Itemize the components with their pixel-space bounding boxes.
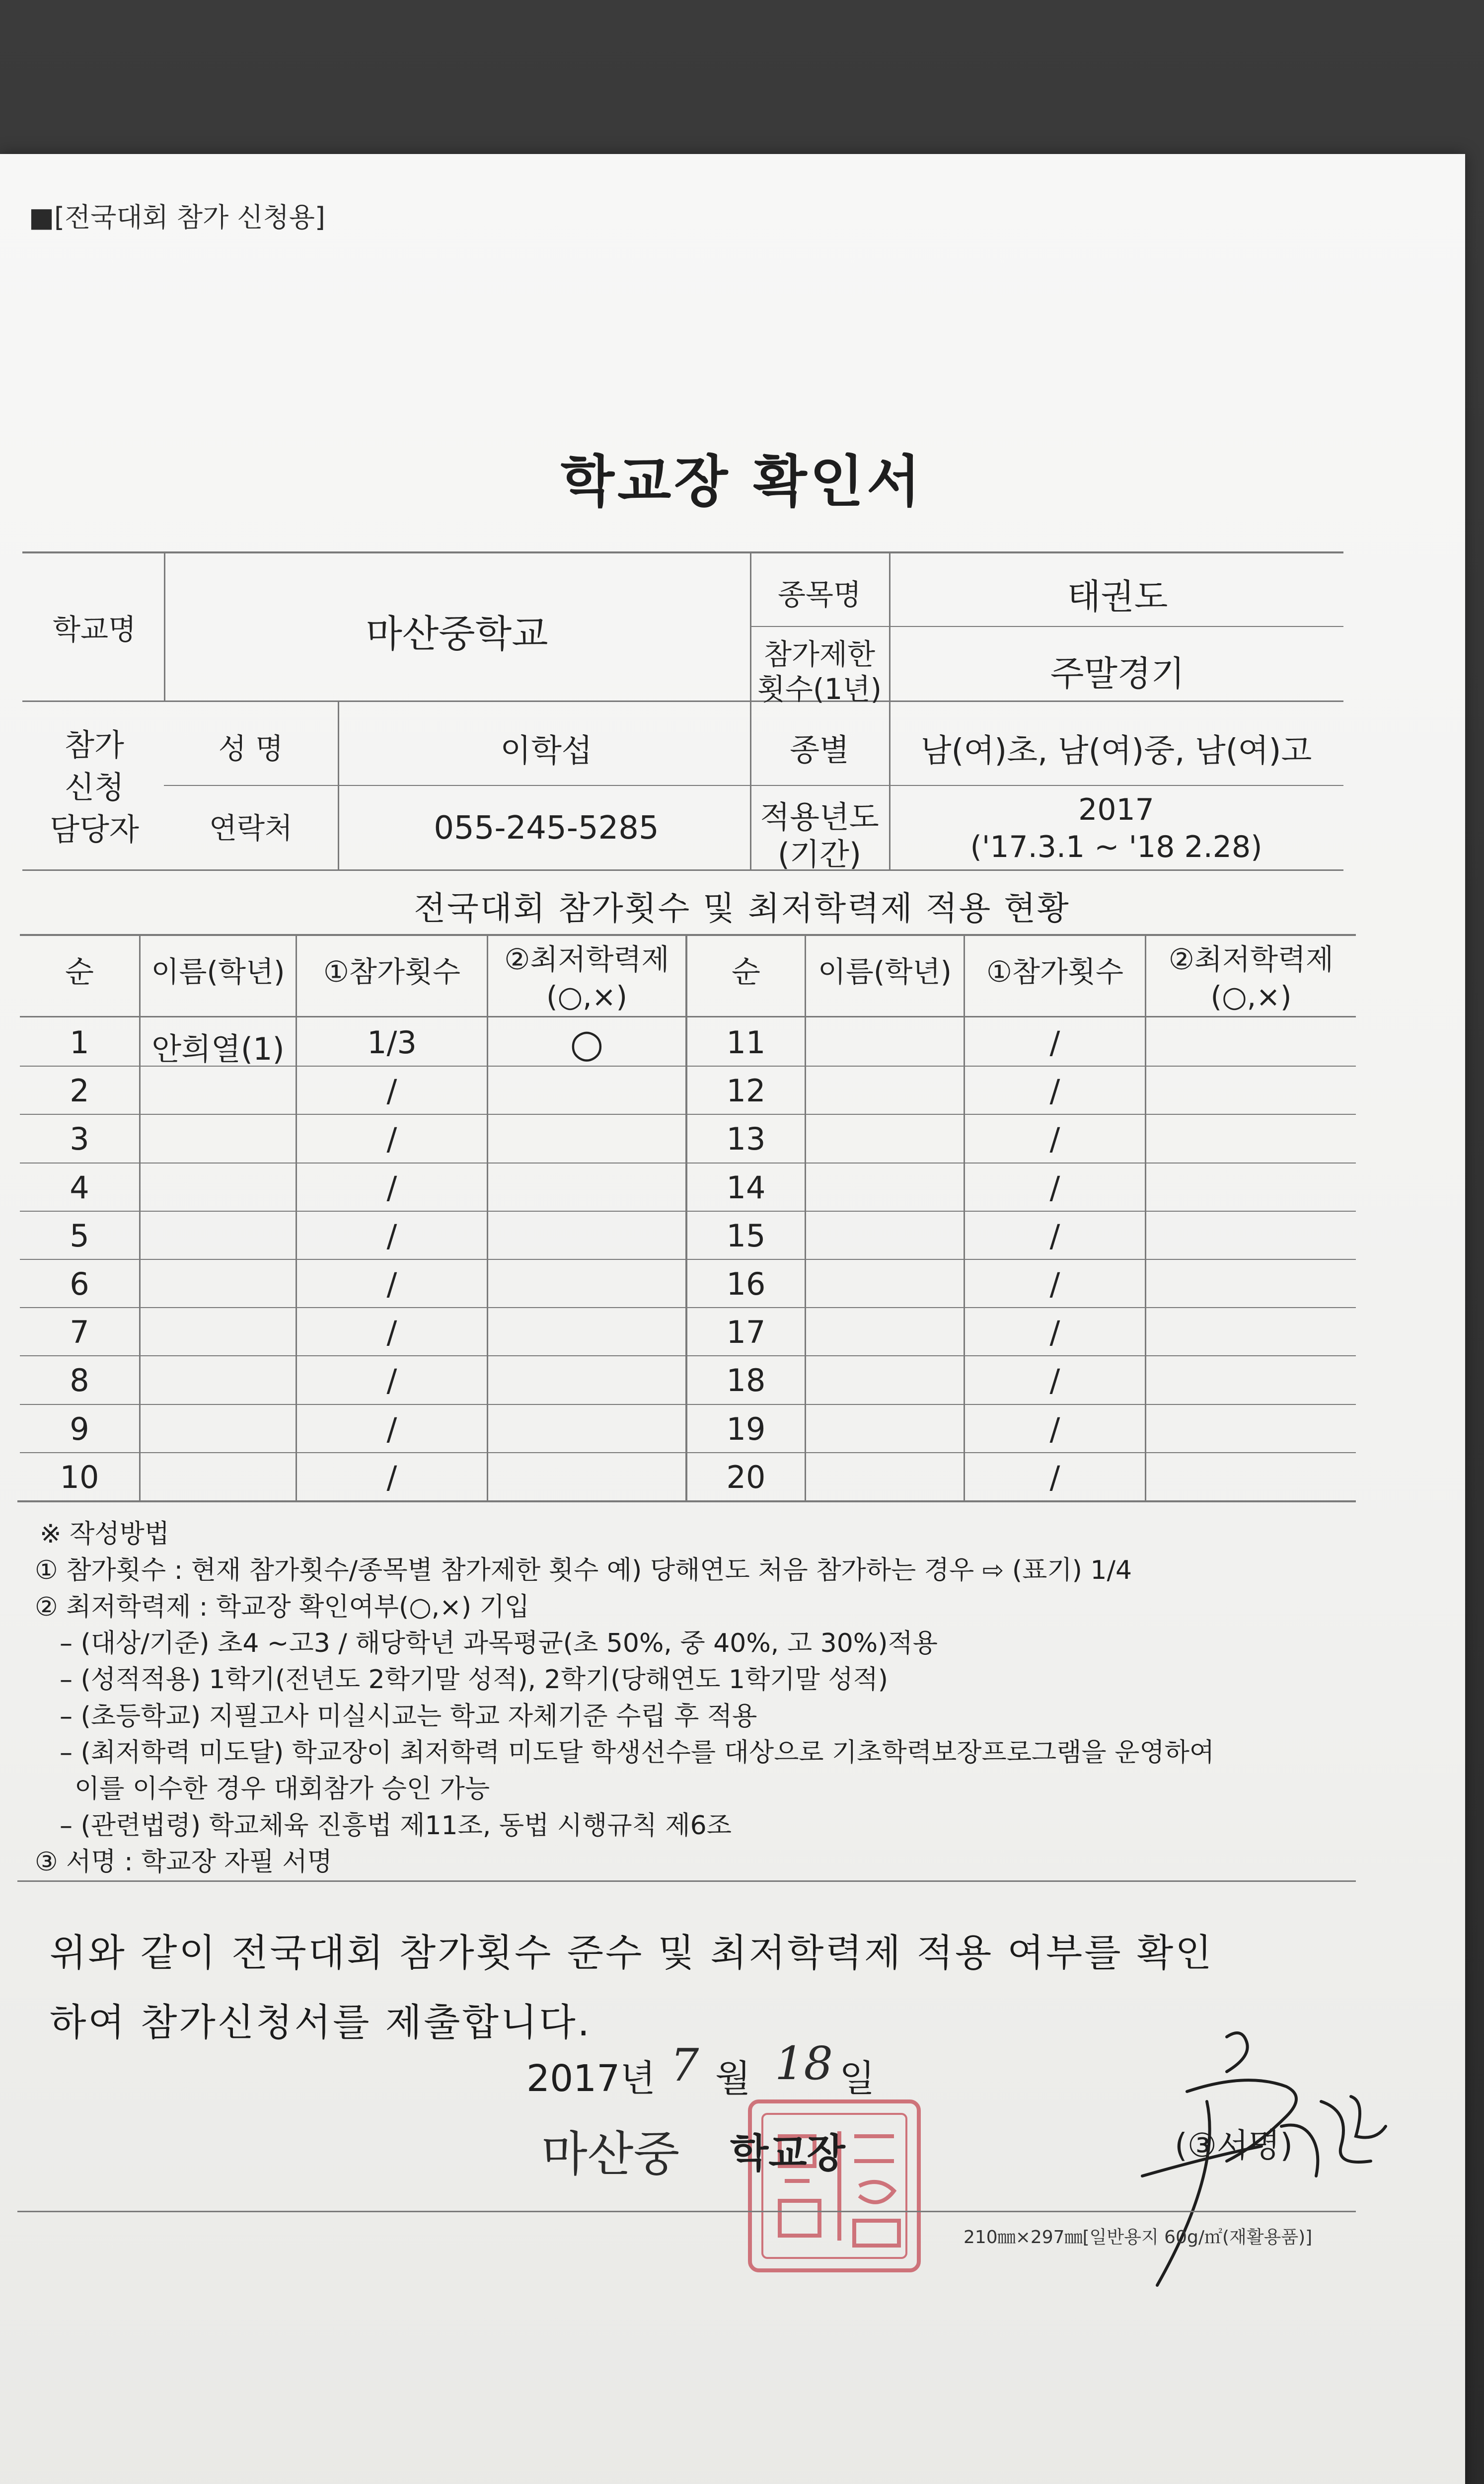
table-bottom-border [17, 1500, 1356, 1502]
year-label-2: (기간) [777, 836, 862, 872]
note-3: ③ 서명 : 학교장 자필 서명 [35, 1847, 332, 1877]
row-min-mark: ○ [570, 1021, 604, 1066]
limit-label-2: 횟수(1년) [757, 672, 882, 706]
notes-bottom-border [17, 1880, 1356, 1882]
date-month-label: 월 [715, 2057, 751, 2100]
table-row-divider [20, 1355, 1356, 1356]
header-no-right: 순 [732, 955, 760, 990]
row-count: / [386, 1169, 397, 1206]
row-number: 7 [70, 1314, 89, 1350]
row-count: / [386, 1411, 397, 1447]
table-row-divider [20, 1114, 1356, 1115]
table-col-line-7 [1145, 934, 1146, 1500]
header-name-right: 이름(학년) [817, 955, 952, 989]
row-number: 17 [726, 1314, 766, 1350]
year-value-1: 2017 [1078, 792, 1154, 827]
table-col-line-1 [139, 934, 141, 1500]
row-count: / [386, 1459, 397, 1495]
row-number: 10 [60, 1459, 99, 1495]
principal-signature [1132, 2027, 1410, 2305]
row-count: / [386, 1073, 397, 1109]
row-number: 3 [70, 1121, 89, 1157]
contact-label: 연락처 [209, 811, 293, 845]
info-table-bottom-border [22, 869, 1343, 871]
sport-label: 종목명 [777, 578, 862, 612]
row-count: / [386, 1121, 397, 1157]
row-number: 9 [70, 1411, 89, 1447]
header-min-left: ②최저학력제 [504, 942, 669, 976]
school-seal-stamp [740, 2092, 929, 2280]
note-2d: – (최저학력 미도달) 학교장이 최저학력 미도달 학생선수를 대상으로 기초학력보장프로그램을 운영하여 [60, 1738, 1215, 1768]
signature-label: (③서명) [1175, 2126, 1293, 2165]
row-count: / [1049, 1073, 1060, 1109]
info-sport-divider [750, 626, 1343, 627]
table-row-divider [20, 1404, 1356, 1405]
row-number: 19 [726, 1411, 766, 1447]
row-number: 5 [70, 1218, 89, 1254]
row-number: 16 [726, 1266, 766, 1302]
principal-handwritten-school: 마산중 [541, 2126, 680, 2182]
footer-rule [17, 2211, 1356, 2212]
school-label: 학교명 [52, 613, 137, 646]
row-count: / [386, 1218, 397, 1254]
row-count: / [386, 1362, 397, 1398]
manager-label-2: 신청 [65, 769, 124, 805]
row-count: / [1049, 1362, 1060, 1398]
row-number: 20 [726, 1459, 766, 1495]
table-row-divider [20, 1211, 1356, 1212]
header-name-left: 이름(학년) [151, 955, 285, 989]
row-number: 14 [726, 1169, 766, 1206]
date-day-label: 일 [839, 2057, 875, 2100]
notes-heading: ※ 작성방법 [40, 1519, 170, 1549]
document-title: 학교장 확인서 [560, 450, 924, 514]
row-count: / [386, 1314, 397, 1350]
header-no-left: 순 [65, 955, 94, 990]
row-number: 12 [726, 1073, 766, 1109]
row-number: 2 [70, 1073, 89, 1109]
info-col-divider-1 [164, 551, 165, 700]
school-value: 마산중학교 [366, 612, 548, 656]
info-table-top-border [22, 551, 1343, 553]
note-2d-cont: 이를 이수한 경우 대회참가 승인 가능 [74, 1774, 490, 1804]
note-2b: – (성적적용) 1학기(전년도 2학기말 성적), 2학기(당해연도 1학기말 성적) [60, 1665, 889, 1695]
sport-value: 태권도 [1067, 576, 1168, 617]
row-number: 15 [726, 1218, 766, 1254]
info-table-row-divider [22, 700, 1343, 702]
row-count: / [1049, 1314, 1060, 1350]
row-count: / [1049, 1218, 1060, 1254]
row-count: / [386, 1266, 397, 1302]
row-number: 8 [70, 1362, 89, 1398]
header-min-right-sub: (○,×) [1210, 980, 1292, 1013]
category-value: 남(여)초, 남(여)중, 남(여)고 [920, 733, 1312, 770]
note-2e: – (관련법령) 학교체육 진흥법 제11조, 동법 시행규칙 제6조 [60, 1811, 732, 1841]
info-col-divider-4 [889, 551, 890, 869]
principal-label: 학교장 [730, 2130, 845, 2176]
row-count: / [1049, 1266, 1060, 1302]
manager-label-1: 참가 [65, 727, 124, 763]
table-row-divider [20, 1259, 1356, 1260]
limit-label-1: 참가제한 [763, 637, 876, 671]
year-value-2: ('17.3.1 ~ '18 2.28) [970, 830, 1262, 864]
table-row-divider [20, 1307, 1356, 1308]
row-count: 1/3 [367, 1024, 417, 1061]
category-label: 종별 [790, 732, 849, 768]
row-number: 18 [726, 1362, 766, 1398]
manager-label-3: 담당자 [50, 811, 139, 848]
header-count-right: ①참가횟수 [986, 955, 1124, 989]
row-count: / [1049, 1121, 1060, 1157]
row-count: / [1049, 1024, 1060, 1061]
row-number: 1 [70, 1024, 89, 1061]
row-count: / [1049, 1411, 1060, 1447]
note-2c: – (초등학교) 지필고사 미실시교는 학교 자체기준 수립 후 적용 [60, 1702, 757, 1731]
table-row-divider [20, 1163, 1356, 1164]
note-1: ① 참가횟수 : 현재 참가횟수/종목별 참가제한 횟수 예) 당해연도 처음 참가하는 경우 ⇨ (표기) 1/4 [35, 1555, 1132, 1585]
row-count: / [1049, 1459, 1060, 1495]
row-number: 6 [70, 1266, 89, 1302]
note-2a: – (대상/기준) 초4 ~고3 / 해당학년 과목평균(초 50%, 중 40%, 고 30%)적용 [60, 1629, 938, 1658]
row-name: 안희열(1) [151, 1031, 285, 1067]
date-month: 7 [670, 2039, 699, 2092]
name-value: 이학섭 [500, 733, 593, 770]
row-number: 4 [70, 1169, 89, 1206]
header-count-left: ①참가횟수 [323, 955, 461, 989]
info-contact-divider [164, 785, 1343, 786]
table-top-border [20, 934, 1356, 936]
table-col-line-3 [487, 934, 488, 1500]
contact-value: 055-245-5285 [434, 810, 659, 847]
date-day: 18 [775, 2037, 833, 2090]
table-row-divider [20, 1452, 1356, 1453]
limit-value: 주말경기 [1050, 653, 1185, 694]
row-count: / [1049, 1169, 1060, 1206]
row-number: 11 [726, 1024, 766, 1061]
table-col-line-5 [805, 934, 806, 1500]
form-tag: ■[전국대회 참가 신청용] [29, 202, 325, 233]
statement-line-1: 위와 같이 전국대회 참가횟수 준수 및 최저학력제 적용 여부를 확인 [50, 1931, 1214, 1975]
date-year: 2017년 [526, 2057, 656, 2100]
header-min-right: ②최저학력제 [1168, 942, 1334, 976]
note-2: ② 최저학력제 : 학교장 확인여부(○,×) 기입 [35, 1592, 530, 1622]
table-header-border [20, 1016, 1356, 1017]
section-title: 전국대회 참가횟수 및 최저학력제 적용 현황 [414, 889, 1070, 928]
statement-line-2: 하여 참가신청서를 제출합니다. [50, 2000, 592, 2044]
name-label: 성 명 [218, 732, 284, 766]
paper-spec: 210㎜×297㎜[일반용지 60g/㎡(재활용품)] [964, 2227, 1313, 2248]
info-col-divider-3 [750, 551, 751, 869]
year-label-1: 적용년도 [760, 799, 879, 835]
header-min-left-sub: (○,×) [546, 980, 627, 1013]
row-number: 13 [726, 1121, 766, 1157]
